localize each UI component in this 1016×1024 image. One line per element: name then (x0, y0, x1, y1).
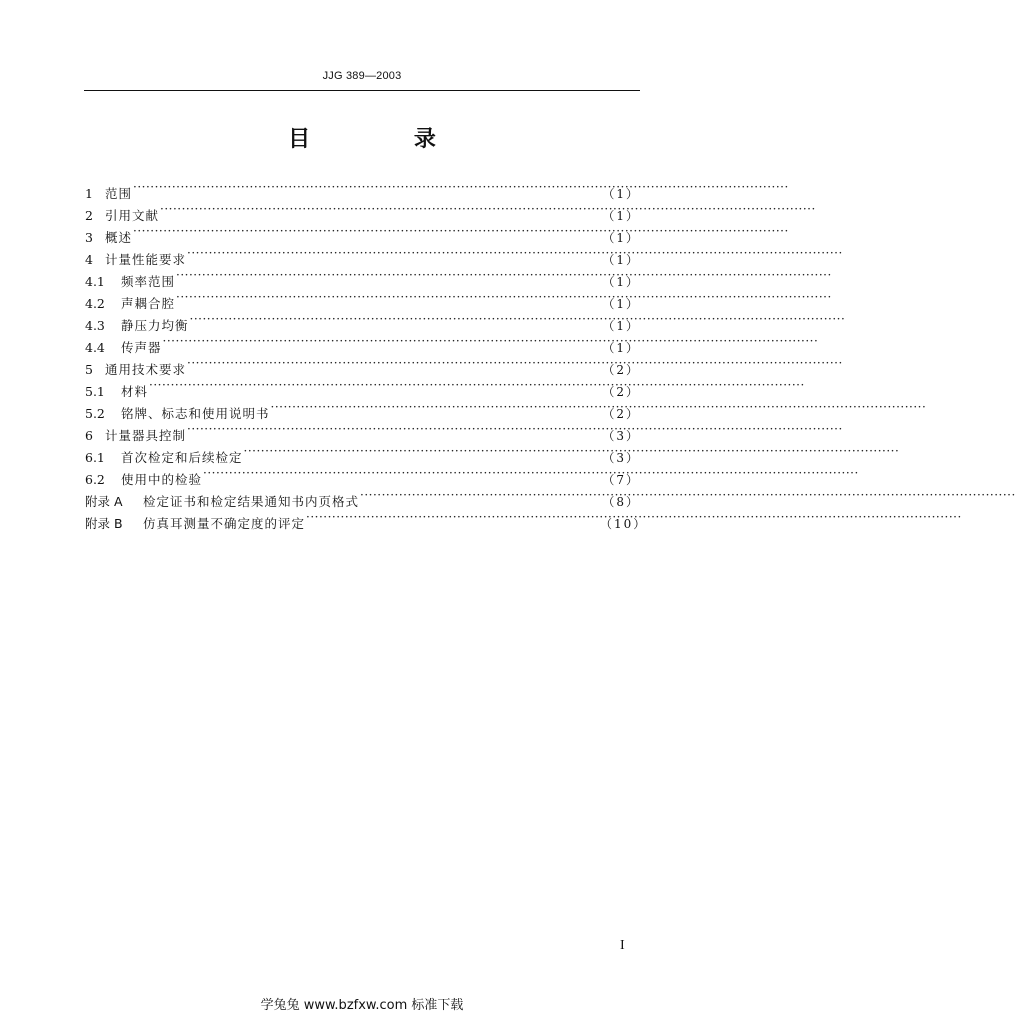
toc-entry[interactable] (85, 352, 640, 377)
toc-entry-page: （8） (602, 495, 640, 509)
toc-entry-page: （1） (602, 275, 640, 289)
page-title: 目 录 (288, 127, 484, 152)
toc-entry-page: （7） (602, 473, 640, 487)
toc-entry-page: （2） (602, 385, 640, 399)
toc-entry-label: 声耦合腔 (121, 296, 176, 311)
header-divider (84, 90, 640, 91)
toc-entry-page: （2） (602, 407, 640, 421)
toc-entry[interactable] (85, 198, 640, 223)
toc-entry-number: 4.4 (85, 340, 105, 355)
toc-entry-number: 附录 B (85, 516, 123, 531)
toc-entry-number: 6.1 (85, 450, 105, 465)
toc-dot-leader (187, 242, 598, 264)
toc-entry-number: 6 (85, 428, 93, 443)
toc-entry[interactable] (85, 396, 640, 421)
table-of-contents (85, 176, 648, 531)
toc-entry[interactable] (85, 242, 640, 267)
toc-entry-number: 5.2 (85, 406, 105, 421)
toc-entry-number: 附录 A (85, 494, 123, 509)
toc-dot-leader (160, 198, 598, 220)
page-header: JJG 389—2003 (322, 70, 402, 82)
toc-entry-label: 计量性能要求 (105, 252, 187, 267)
toc-entry-page: （3） (602, 429, 640, 443)
toc-entry-page: （2） (602, 363, 640, 377)
toc-dot-leader (149, 374, 598, 396)
toc-entry-label: 传声器 (121, 340, 162, 355)
toc-entry-page: （3） (602, 451, 640, 465)
toc-entry-label: 通用技术要求 (105, 362, 187, 377)
toc-dot-leader (133, 220, 598, 242)
toc-dot-leader (271, 396, 598, 418)
toc-entry-page: （1） (602, 341, 640, 355)
toc-entry[interactable] (85, 176, 640, 201)
toc-entry-label: 使用中的检验 (121, 472, 203, 487)
toc-entry-number: 5 (85, 362, 93, 377)
toc-entry-number: 2 (85, 208, 93, 223)
toc-dot-leader (360, 484, 598, 506)
toc-dot-leader (187, 352, 598, 374)
toc-entry-number: 4.3 (85, 318, 105, 333)
toc-entry-label: 引用文献 (105, 208, 160, 223)
toc-entry-number: 4 (85, 252, 93, 267)
toc-entry-page: （1） (602, 231, 640, 245)
toc-entry-page: （1） (602, 187, 640, 201)
toc-dot-leader (187, 418, 598, 440)
toc-dot-leader (176, 286, 598, 308)
toc-entry-label: 频率范围 (121, 274, 176, 289)
toc-entry-label: 仿真耳测量不确定度的评定 (143, 516, 306, 531)
page-footer: 学兔兔 www.bzfxw.com 标准下载 (260, 998, 464, 1013)
toc-entry-label: 铭牌、标志和使用说明书 (121, 406, 270, 421)
toc-entry-page: （1） (602, 297, 640, 311)
toc-dot-leader (176, 264, 598, 286)
toc-entry-number: 3 (85, 230, 93, 245)
toc-entry-label: 检定证书和检定结果通知书内页格式 (143, 494, 360, 509)
toc-entry-page: （1） (602, 209, 640, 223)
toc-dot-leader (133, 176, 598, 198)
toc-entry-number: 1 (85, 186, 93, 201)
toc-entry-page: （1） (602, 253, 640, 267)
toc-entry-label: 静压力均衡 (121, 318, 189, 333)
toc-entry-label: 概述 (105, 230, 133, 245)
toc-dot-leader (163, 330, 598, 352)
toc-entry-label: 首次检定和后续检定 (121, 450, 243, 465)
toc-entry-number: 4.2 (85, 296, 105, 311)
toc-dot-leader (203, 462, 598, 484)
toc-entry[interactable] (85, 374, 640, 399)
toc-entry-label: 范围 (105, 186, 133, 201)
toc-entry-label: 计量器具控制 (105, 428, 187, 443)
toc-entry-label: 材料 (121, 384, 149, 399)
toc-entry-number: 5.1 (85, 384, 105, 399)
toc-entry-number: 4.1 (85, 274, 105, 289)
toc-dot-leader (306, 506, 598, 528)
toc-entry-number: 6.2 (85, 472, 105, 487)
toc-entry[interactable] (85, 330, 640, 355)
toc-entry[interactable] (85, 220, 640, 245)
page-number: I (620, 938, 625, 953)
toc-entry-page: （10） (600, 517, 648, 531)
toc-dot-leader (190, 308, 598, 330)
toc-entry-page: （1） (602, 319, 640, 333)
toc-dot-leader (244, 440, 598, 462)
